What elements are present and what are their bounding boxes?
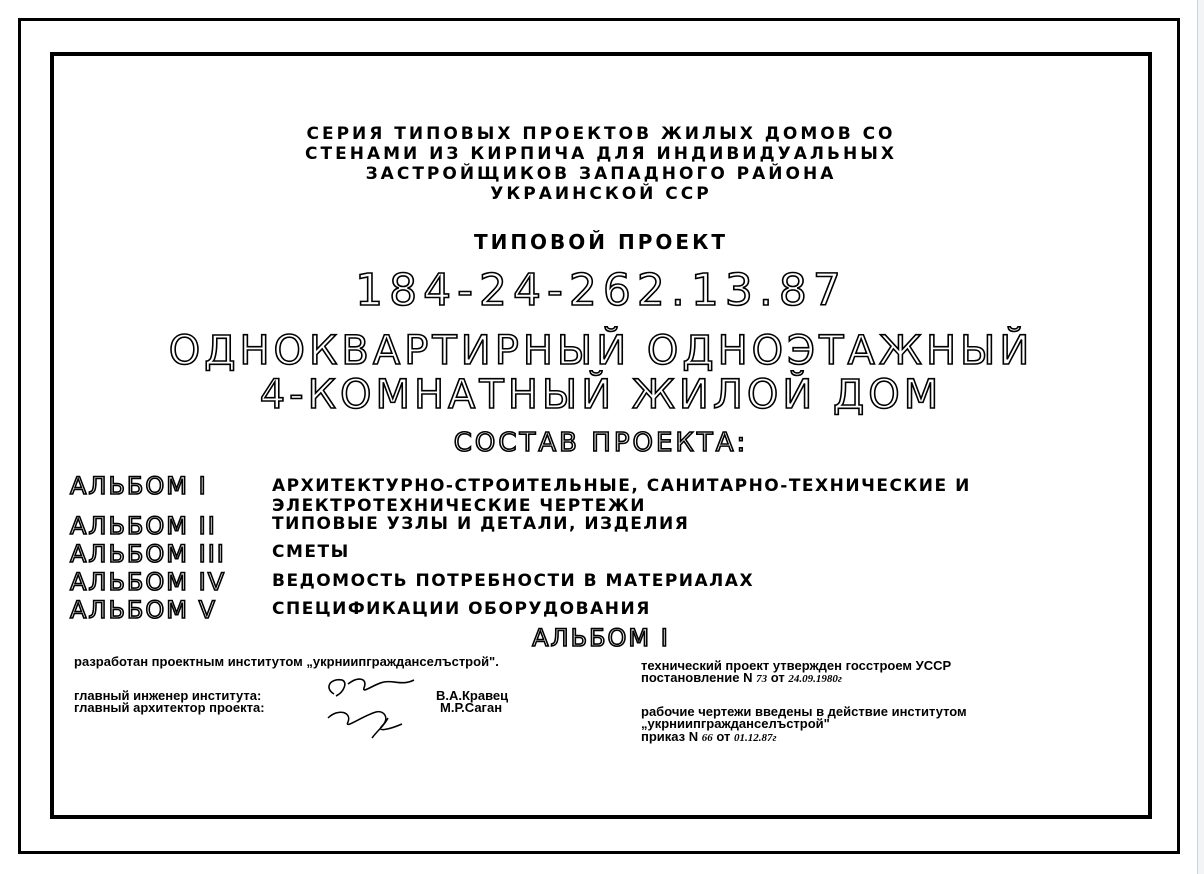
- order-date: 01.12.87г: [734, 732, 777, 744]
- engineer-signature: [329, 679, 414, 696]
- composition-heading: СОСТАВ ПРОЕКТА:: [453, 428, 749, 458]
- order-from: от: [716, 729, 731, 744]
- album-5-text: СПЕЦИФИКАЦИИ ОБОРУДОВАНИЯ: [272, 599, 651, 619]
- album-5-label: АЛЬБОМ V: [70, 596, 218, 624]
- architect-signature: [328, 712, 402, 738]
- approval-date: 24.09.1980г: [788, 673, 842, 685]
- signature-drawing: [318, 672, 438, 750]
- developed-by: разработан проектным институтом „укрниипгражданселъстрой".: [74, 654, 499, 669]
- chief-engineer-label: главный инженер института:: [74, 688, 262, 703]
- working-line-2: „укрниипгражданселъстрой": [641, 716, 830, 731]
- album-4-label: АЛЬБОМ IV: [70, 568, 227, 596]
- series-line-4: УКРАИНСКОЙ ССР: [490, 184, 712, 204]
- project-number: 184-24-262.13.87: [355, 265, 847, 316]
- project-label: ТИПОВОЙ ПРОЕКТ: [473, 230, 729, 254]
- working-line-1: рабочие чертежи введены в действие институтом: [641, 704, 967, 719]
- approval-prefix: постановление N: [641, 670, 753, 685]
- title-line-1: ОДНОКВАРТИРНЫЙ ОДНОЭТАЖНЫЙ: [168, 328, 1034, 374]
- approval-line-2: [641, 672, 842, 685]
- album-3-text: СМЕТЫ: [272, 542, 350, 562]
- scrollbar-strip[interactable]: [1197, 0, 1204, 874]
- title-line-2: 4-КОМНАТНЫЙ ЖИЛОЙ ДОМ: [259, 372, 943, 418]
- chief-architect-name: М.Р.Саган: [440, 700, 503, 715]
- album-1-label: АЛЬБОМ I: [70, 472, 208, 500]
- current-album-heading: АЛЬБОМ I: [532, 624, 670, 652]
- order-number: 66: [701, 732, 713, 744]
- chief-engineer-name: В.А.Кравец: [436, 688, 509, 703]
- approval-from: от: [770, 670, 785, 685]
- chief-architect-label: главный архитектор проекта:: [74, 700, 265, 715]
- album-4-text: ВЕДОМОСТЬ ПОТРЕБНОСТИ В МАТЕРИАЛАХ: [272, 571, 755, 591]
- album-1-text-cont: ЭЛЕКТРОТЕХНИЧЕСКИЕ ЧЕРТЕЖИ: [272, 496, 646, 516]
- order-prefix: приказ N: [641, 729, 699, 744]
- album-2-text: ТИПОВЫЕ УЗЛЫ И ДЕТАЛИ, ИЗДЕЛИЯ: [272, 514, 690, 534]
- album-1-text: АРХИТЕКТУРНО-СТРОИТЕЛЬНЫЕ, САНИТАРНО-ТЕХНИЧЕСКИЕ И: [272, 476, 971, 496]
- series-line-3: ЗАСТРОЙЩИКОВ ЗАПАДНОГО РАЙОНА: [365, 164, 837, 184]
- series-line-2: СТЕНАМИ ИЗ КИРПИЧА ДЛЯ ИНДИВИДУАЛЬНЫХ: [305, 144, 897, 164]
- album-3-label: АЛЬБОМ III: [70, 540, 226, 568]
- order-line: [641, 731, 777, 744]
- approval-number: 73: [756, 673, 768, 685]
- series-line-1: СЕРИЯ ТИПОВЫХ ПРОЕКТОВ ЖИЛЫХ ДОМОВ СО: [306, 124, 896, 144]
- album-2-label: АЛЬБОМ II: [70, 512, 217, 540]
- approval-line-1: технический проект утвержден госстроем УССР: [641, 658, 952, 673]
